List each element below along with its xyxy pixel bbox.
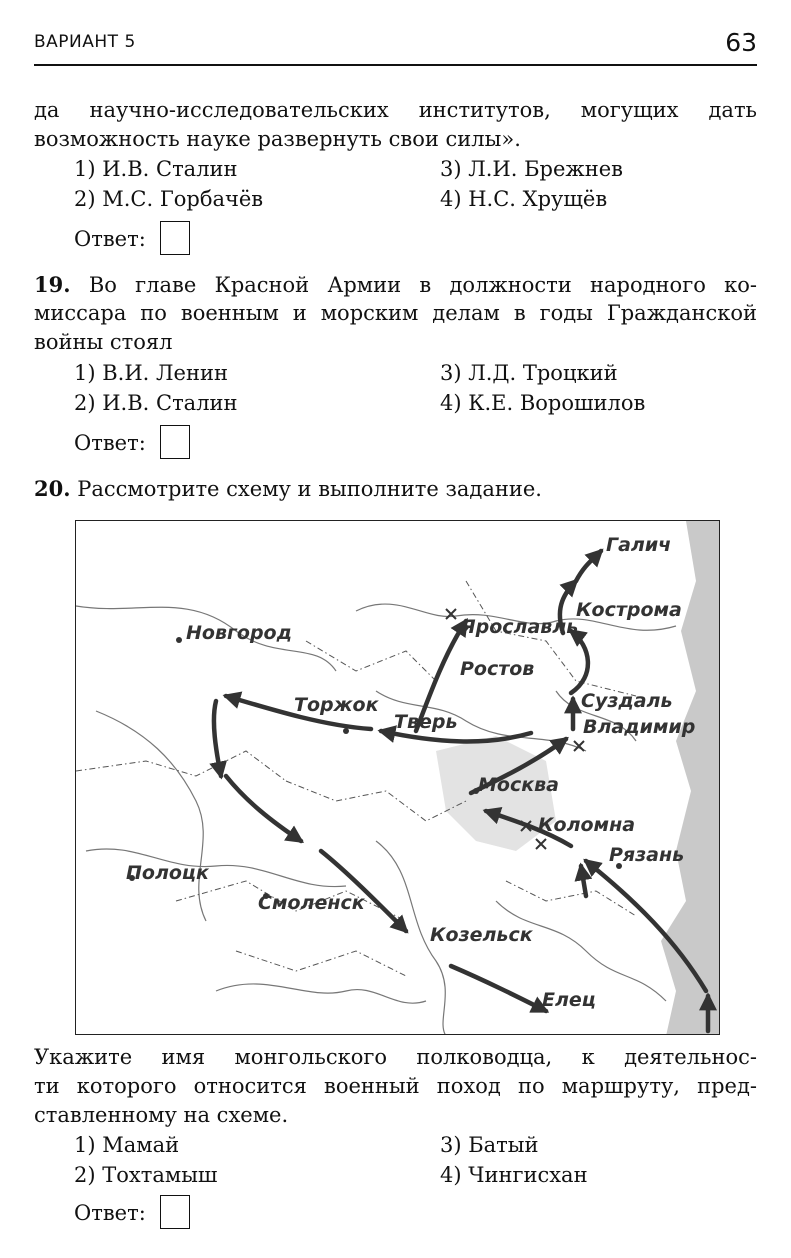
city-label-elets: Елец	[542, 989, 596, 1011]
q20-answer-label: Ответ:	[74, 1201, 146, 1225]
city-label-polotsk: Полоцк	[126, 862, 209, 884]
q18-text-line-1: да научно-исследовательских институтов, могущих дать	[34, 98, 757, 122]
city-label-tver: Тверь	[394, 711, 458, 733]
q18-option-3: 3) Л.И. Брежнев	[440, 157, 623, 181]
q19-option-4: 4) К.Е. Ворошилов	[440, 391, 646, 415]
q19-text-line-1-body: Во главе Красной Армии в должности народного ко-	[88, 273, 757, 297]
arrow-torzhok-south	[214, 701, 221, 776]
arrow-ryazan-north	[581, 866, 586, 896]
q20-text-line-2: ти которого относится военный поход по маршруту, пред-	[34, 1074, 757, 1098]
q19-option-3: 3) Л.Д. Троцкий	[440, 361, 618, 385]
map-canvas	[76, 521, 720, 1035]
q18-option-1: 1) И.В. Сталин	[74, 157, 238, 181]
arrow-suzdal-rostov	[571, 631, 588, 693]
q20-option-1: 1) Мамай	[74, 1133, 180, 1157]
arrow-smolensk-kozelsk	[321, 851, 406, 931]
city-label-kolomna: Коломна	[538, 814, 636, 836]
city-label-rostov: Ростов	[460, 658, 535, 680]
q20-text-line-3: ставленному на схеме.	[34, 1103, 289, 1127]
city-label-suzdal: Суздаль	[581, 690, 673, 712]
city-dots	[129, 637, 622, 899]
q20-text-line-1: Укажите имя монгольского полководца, к деятельнос-	[34, 1045, 757, 1069]
city-label-galich: Галич	[606, 534, 672, 556]
q19-number: 19.	[34, 272, 71, 297]
q20-answer-box[interactable]	[160, 1195, 190, 1229]
q18-text-line-2: возможность науке развернуть свои силы».	[34, 127, 521, 151]
q18-option-2: 2) М.С. Горбачёв	[74, 187, 264, 211]
header-rule	[34, 64, 757, 66]
city-label-ryazan: Рязань	[609, 844, 685, 866]
variant-label: ВАРИАНТ 5	[34, 32, 136, 52]
q20-option-4: 4) Чингисхан	[440, 1163, 588, 1187]
city-label-torzhok: Торжок	[294, 694, 379, 716]
city-label-novgorod: Новгород	[186, 622, 292, 644]
page-number: 63	[725, 28, 757, 57]
q18-answer-label: Ответ:	[74, 227, 146, 251]
campaign-route-map	[75, 520, 720, 1035]
q19-text-line-1	[34, 270, 757, 300]
q19-answer-box[interactable]	[160, 425, 190, 459]
q19-text-line-2: миссара по военным и морским делам в годы Гражданской	[34, 301, 757, 325]
arrow-south-smolensk	[226, 776, 301, 841]
arrow-kozelsk-elets	[451, 966, 546, 1011]
q19-answer-label: Ответ:	[74, 431, 146, 455]
city-label-yaroslavl: Ярославль	[461, 616, 579, 638]
city-label-moskva: Москва	[478, 774, 559, 796]
q20-intro: Рассмотрите схему и выполните задание.	[77, 477, 542, 501]
q20-intro-line	[34, 474, 757, 504]
city-label-vladimir: Владимир	[583, 716, 696, 738]
arrow-kostroma-galich	[576, 551, 601, 581]
city-label-kostroma: Кострома	[576, 599, 682, 621]
q19-option-1: 1) В.И. Ленин	[74, 361, 228, 385]
q18-answer-box[interactable]	[160, 221, 190, 255]
q20-number: 20.	[34, 476, 71, 501]
q19-text-line-3: войны стоял	[34, 330, 173, 354]
q20-option-3: 3) Батый	[440, 1133, 539, 1157]
q18-option-4: 4) Н.С. Хрущёв	[440, 187, 608, 211]
city-label-smolensk: Смоленск	[258, 892, 365, 914]
q20-option-2: 2) Тохтамыш	[74, 1163, 218, 1187]
q19-option-2: 2) И.В. Сталин	[74, 391, 238, 415]
city-label-kozelsk: Козельск	[430, 924, 533, 946]
